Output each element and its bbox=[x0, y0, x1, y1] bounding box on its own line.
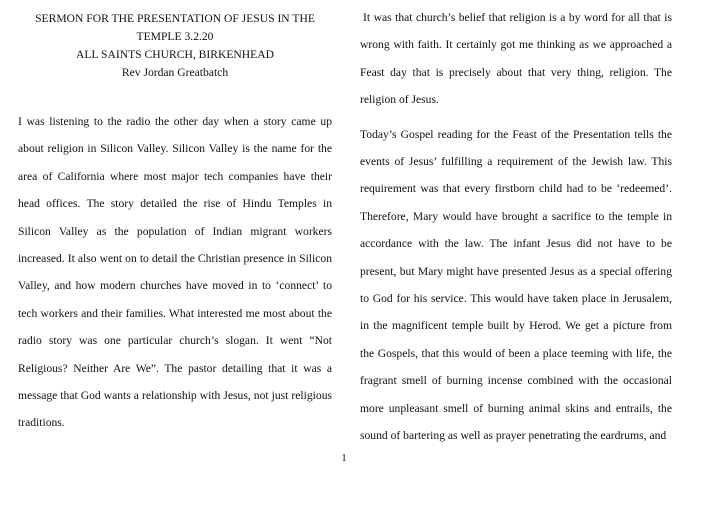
right-column bbox=[360, 4, 672, 450]
body-paragraph: Today’s Gospel reading for the Feast of the Presentation tells the events of Jesus’ fulfilling a requirement of the Jewish law. This requirement was that every firstborn child had to be ‘redeemed’. Therefore, Mary would have brought a sacrifice to the temple in accordance with the law. The infant Jesus did not have to be present, but Mary might have presented Jesus as a special offering to God for his service. This would have taken place in Jerusalem, in the magnificent temple built by Herod. We get a picture from the Gospels, that this would of been a place teeming with life, the fragrant smell of burning incense combined with the occasional more unpleasant smell of burning animal skins and entrails, the sound of bartering as well as prayer penetrating the eardrums, and bbox=[360, 127, 672, 443]
author-name: Rev Jordan Greatbatch bbox=[121, 66, 229, 79]
body-paragraph: It was that church’s belief that religion is a by word for all that is wrong with faith. It certainly got me thinking as we approached a Feast day that is precisely about that very thing, religion. The religion of Jesus. bbox=[360, 11, 672, 107]
body-paragraph: I was listening to the radio the other day when a story came up about religion in Silicon Valley. Silicon Valley is the name for the area of California where most major tech companies have their head offices. The story detailed the rise of Hindu Temples in Silicon Valley as the population of Indian migrant workers increased. It also went on to detail the Christian presence in Silicon Valley, and how modern churches have moved in to ‘connect’ to tech workers and their families. What interested me most about the radio story was one particular church’s slogan. It went “Not Religious? Neither Are We”. The pastor detailing that it was a message that God wants a relationship with Jesus, not just religious traditions. bbox=[18, 115, 332, 430]
title-line-1: SERMON FOR THE PRESENTATION OF JESUS IN THE bbox=[35, 12, 315, 25]
church-name: ALL SAINTS CHURCH, BIRKENHEAD bbox=[76, 48, 274, 61]
sermon-header bbox=[18, 10, 332, 82]
page-number: 1 bbox=[341, 452, 347, 464]
title-line-2: TEMPLE 3.2.20 bbox=[136, 30, 214, 43]
left-column bbox=[18, 108, 332, 437]
